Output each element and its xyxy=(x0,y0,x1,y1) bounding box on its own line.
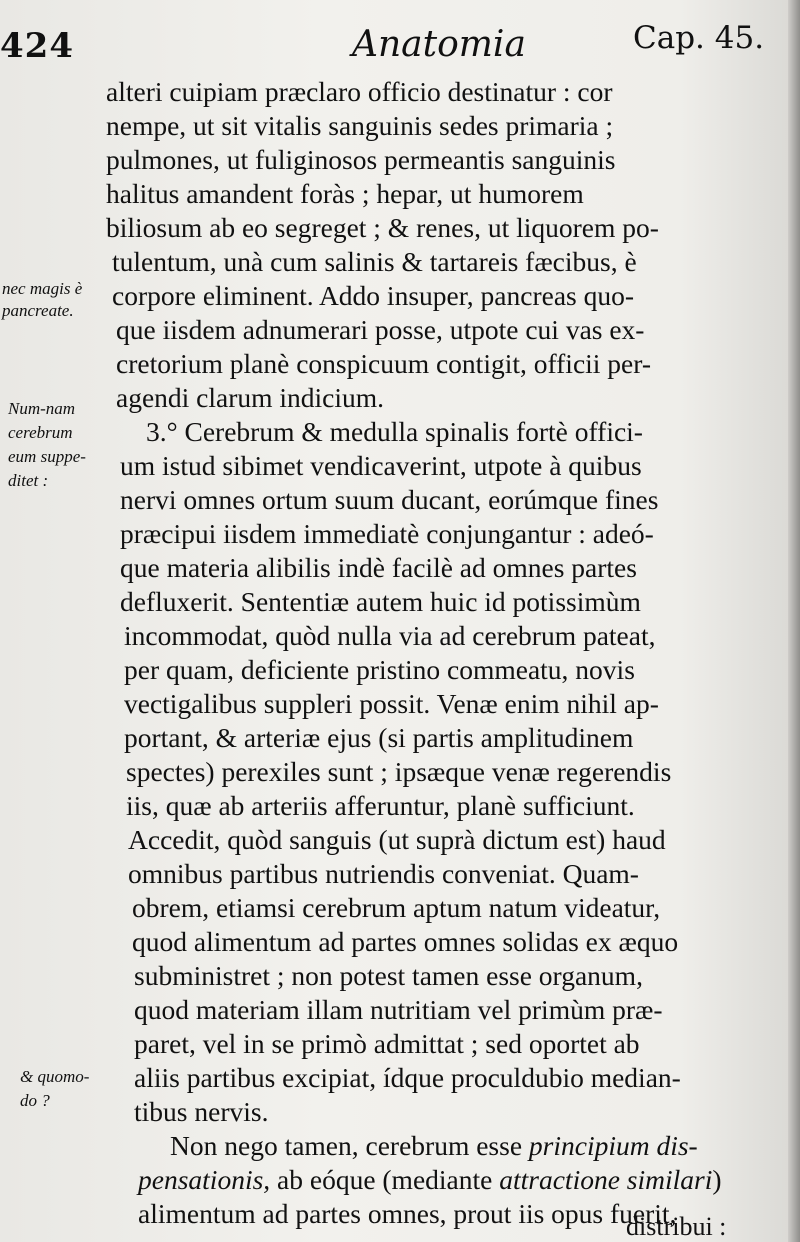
side-gloss-2-line-4: ditet : xyxy=(8,471,49,490)
running-title: Anatomia xyxy=(352,24,526,65)
body-line-32 xyxy=(170,1132,698,1160)
body-line-5: biliosum ab eo segreget ; & renes, ut liquorem po- xyxy=(106,212,659,243)
body-line-28: quod materiam illam nutritiam vel primùm præ- xyxy=(134,994,663,1025)
side-gloss-1-line-1: nec magis è xyxy=(2,279,83,298)
page-number: 424 xyxy=(0,26,74,66)
body-line-18: per quam, deficiente pristino commeatu, novis xyxy=(124,654,635,685)
body-line-7: corpore eliminent. Addo insuper, pancreas quo- xyxy=(112,280,635,311)
side-gloss-1-line-2: pancreate. xyxy=(2,301,74,320)
body-line-2: nempe, ut sit vitalis sanguinis sedes primaria ; xyxy=(106,110,614,141)
body-line-8: que iisdem adnumerari posse, utpote cui vas ex- xyxy=(116,314,645,345)
body-line-34: alimentum ad partes omnes, prout iis opus fuerit, xyxy=(138,1198,677,1229)
body-line-3: pulmones, ut fuliginosos permeantis sanguinis xyxy=(106,144,616,175)
body-line-33-middle: ab eóque (mediante xyxy=(270,1164,500,1195)
body-line-16: defluxerit. Sententiæ autem huic id potissimùm xyxy=(120,586,641,617)
body-line-4: halitus amandent foràs ; hepar, ut humorem xyxy=(106,178,584,209)
side-gloss-3-line-2: do ? xyxy=(20,1091,50,1110)
body-line-33-italic-a: pensationis, xyxy=(138,1164,271,1195)
side-gloss-2-line-3: eum suppe- xyxy=(8,447,86,466)
body-line-24: omnibus partibus nutriendis conveniat. Quam- xyxy=(128,858,639,889)
body-line-15: que materia alibilis indè facilè ad omnes partes xyxy=(120,552,637,583)
side-gloss-2-line-1: Num-nam xyxy=(8,399,76,418)
body-line-27: subministret ; non potest tamen esse organum, xyxy=(134,960,643,991)
body-line-13: nervi omnes ortum suum ducant, eorúmque fines xyxy=(120,484,659,515)
body-line-31: tibus nervis. xyxy=(134,1096,269,1127)
body-line-12: um istud sibimet vendicaverint, utpote à quibus xyxy=(120,450,642,481)
body-line-25: obrem, etiamsi cerebrum aptum natum videatur, xyxy=(132,892,661,923)
body-line-30: aliis partibus excipiat, ídque proculdubio median- xyxy=(134,1062,681,1093)
body-line-1: alteri cuipiam præclaro officio destinatur : cor xyxy=(106,76,613,107)
body-line-32-italic: principium dis- xyxy=(528,1130,698,1161)
side-gloss-2-line-2: cerebrum xyxy=(8,423,73,442)
side-gloss-3-line-1: & quomo- xyxy=(20,1067,90,1086)
body-line-32-roman: Non nego tamen, cerebrum esse xyxy=(170,1130,523,1161)
body-line-10: agendi clarum indicium. xyxy=(116,382,385,413)
page-edge-shadow xyxy=(788,0,800,1242)
body-line-33 xyxy=(138,1166,722,1194)
body-line-19: vectigalibus suppleri possit. Venæ enim nihil ap- xyxy=(124,688,659,719)
body-line-21: spectes) perexiles sunt ; ipsæque venæ regerendis xyxy=(126,756,672,787)
body-line-17: incommodat, quòd nulla via ad cerebrum pateat, xyxy=(124,620,656,651)
body-line-26: quod alimentum ad partes omnes solidas ex æquo xyxy=(132,926,679,957)
body-line-11: 3.° Cerebrum & medulla spinalis fortè offici- xyxy=(146,416,643,447)
body-line-33-italic-b: attractione similari xyxy=(499,1164,713,1195)
body-line-29: paret, vel in se primò admittat ; sed oportet ab xyxy=(134,1028,640,1059)
body-line-20: portant, & arteriæ ejus (si partis amplitudinem xyxy=(124,722,634,753)
body-line-6: tulentum, unà cum salinis & tartareis fæcibus, è xyxy=(112,246,637,277)
body-line-23: Accedit, quòd sanguis (ut suprà dictum est) haud xyxy=(128,824,666,855)
body-line-33-end: ) xyxy=(712,1164,722,1195)
body-line-35: distribui : xyxy=(626,1212,727,1241)
body-line-9: cretorium planè conspicuum contigit, officii per- xyxy=(116,348,652,379)
chapter-marker: Cap. 45. xyxy=(633,20,765,56)
body-line-14: præcipui iisdem immediatè conjungantur : adeó- xyxy=(120,518,654,549)
body-line-22: iis, quæ ab arteriis afferuntur, planè sufficiunt. xyxy=(126,790,635,821)
